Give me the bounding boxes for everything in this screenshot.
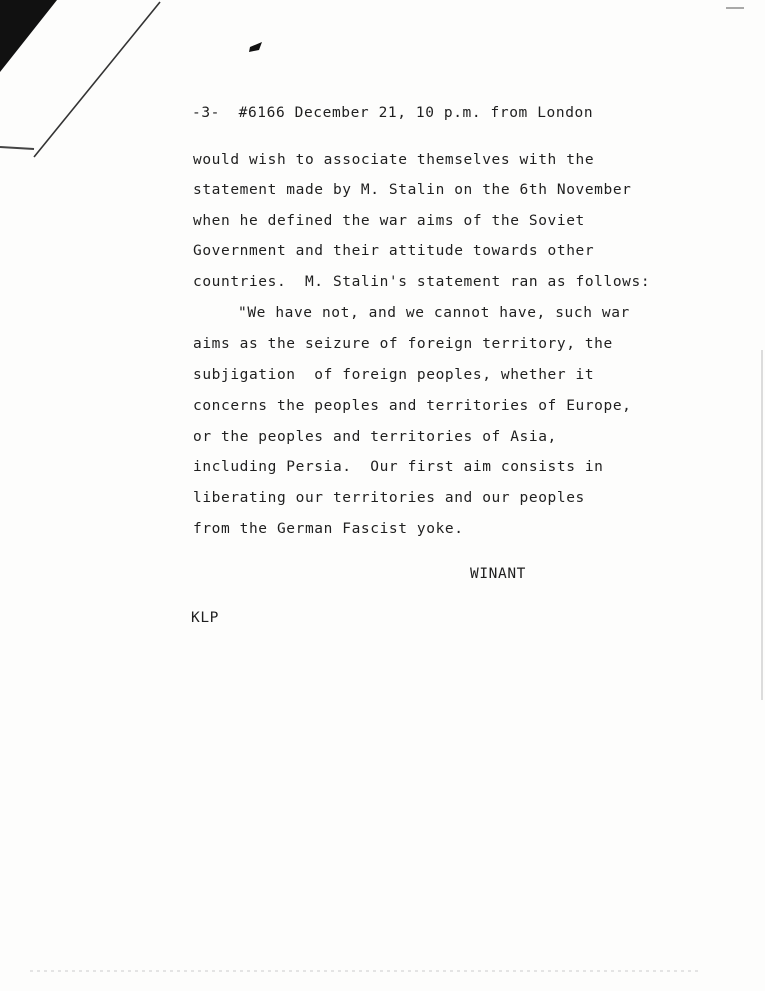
body-line: statement made by M. Stalin on the 6th November — [193, 182, 632, 198]
quote-line: including Persia. Our first aim consists in — [193, 459, 604, 475]
body-line: countries. M. Stalin's statement ran as follows: — [193, 274, 651, 290]
quote-line: aims as the seizure of foreign territory, the — [193, 336, 613, 352]
body-line: when he defined the war aims of the Soviet — [193, 213, 585, 229]
quote-line: subjigation of foreign peoples, whether it — [193, 367, 595, 383]
corner-shadow — [0, 0, 57, 72]
signature: WINANT — [470, 566, 526, 582]
body-line: would wish to associate themselves with the — [193, 152, 595, 168]
quote-line: "We have not, and we cannot have, such war — [238, 305, 630, 321]
quote-line: liberating our territories and our peoples — [193, 490, 585, 506]
body-line: Government and their attitude towards other — [193, 243, 595, 259]
page-header: -3- #6166 December 21, 10 p.m. from London — [192, 105, 594, 121]
fold-line — [34, 2, 160, 157]
typist-initials: KLP — [191, 610, 219, 626]
quote-line: from the German Fascist yoke. — [193, 521, 464, 537]
quote-line: or the peoples and territories of Asia, — [193, 429, 557, 445]
ink-blot — [249, 42, 262, 52]
fold-tick — [0, 147, 34, 149]
quote-line: concerns the peoples and territories of Europe, — [193, 398, 632, 414]
